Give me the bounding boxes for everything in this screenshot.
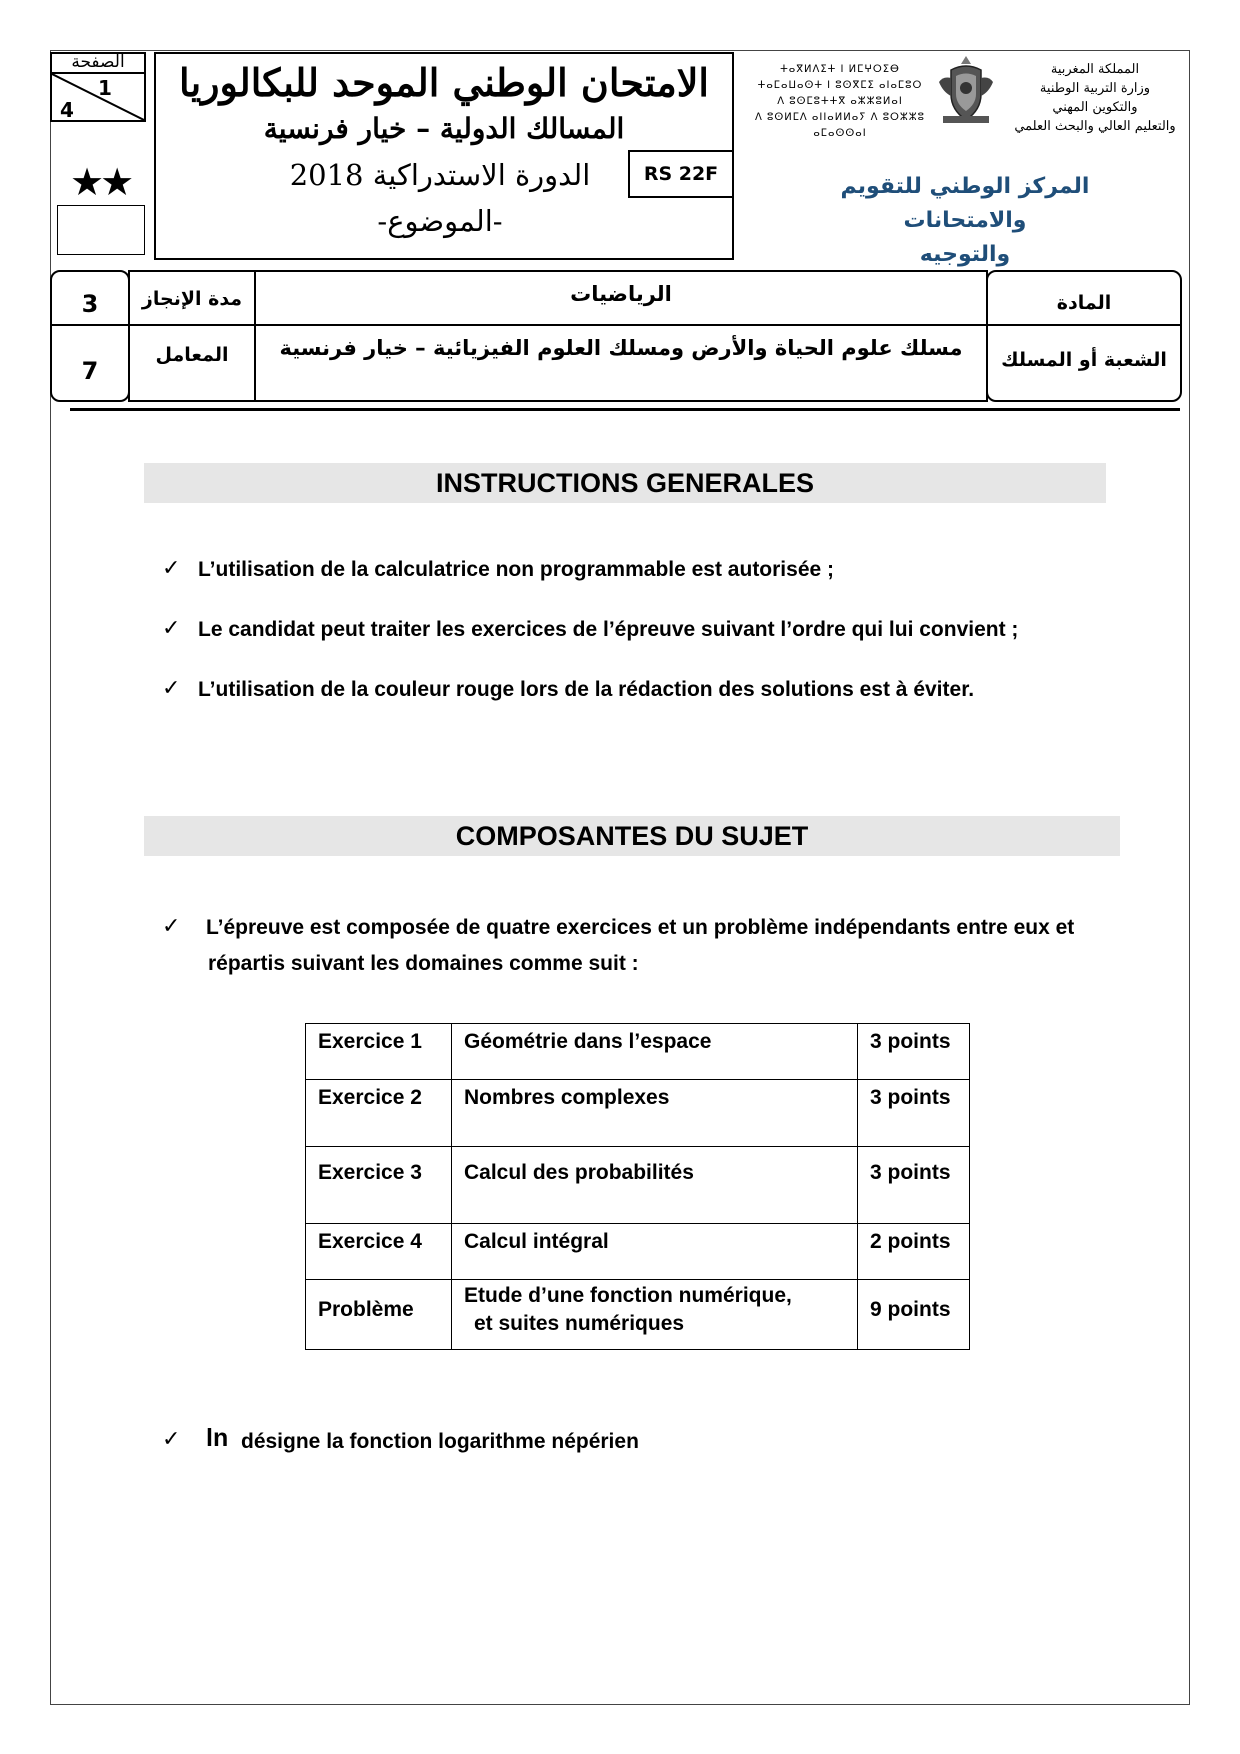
exercise-points: 9 points bbox=[858, 1280, 970, 1350]
exercise-domain: Calcul intégral bbox=[452, 1224, 858, 1280]
matter-label: المادة bbox=[1056, 292, 1112, 314]
check-icon: ✓ bbox=[162, 914, 181, 939]
center-line: المركز الوطني للتقويم والامتحانات bbox=[840, 174, 1090, 233]
ministry-line: وزارة التربية الوطنية bbox=[1039, 81, 1151, 96]
exercise-domain: Nombres complexes bbox=[452, 1080, 858, 1147]
check-icon: ✓ bbox=[162, 1427, 181, 1452]
exercise-points: 3 points bbox=[858, 1080, 970, 1147]
exam-subtitle: المسالك الدولية – خيار فرنسية bbox=[263, 112, 625, 145]
header-rule bbox=[70, 408, 1180, 411]
exercise-domain-line2: et suites numériques bbox=[474, 1312, 685, 1335]
composition-intro-line1: L’épreuve est composée de quatre exercices et un problème indépendants entre eux et bbox=[206, 916, 1075, 939]
duration-value: 3 bbox=[81, 290, 99, 318]
instruction-item: L’utilisation de la couleur rouge lors de la rédaction des solutions est à éviter. bbox=[198, 678, 975, 701]
exam-session: الدورة الاستدراكية 2018 bbox=[289, 158, 591, 192]
matter-name: الرياضيات bbox=[570, 282, 672, 306]
empty-box bbox=[57, 205, 145, 255]
divider bbox=[254, 324, 988, 326]
ln-symbol: ln bbox=[206, 1424, 229, 1452]
composition-title: COMPOSANTES DU SUJET bbox=[144, 816, 1120, 856]
ln-description: désigne la fonction logarithme népérien bbox=[241, 1430, 639, 1453]
stream-label: الشعبة أو المسلك bbox=[1001, 349, 1167, 371]
ministry-line: والتكوين المهني bbox=[1052, 100, 1138, 115]
coef-label: المعامل bbox=[155, 344, 229, 366]
ministry-text bbox=[1000, 60, 1190, 136]
exercise-name: Exercice 3 bbox=[306, 1147, 452, 1224]
ministry-line: والتعليم العالي والبحث العلمي bbox=[1014, 119, 1176, 134]
table-row bbox=[306, 1224, 970, 1280]
coef-value: 7 bbox=[81, 357, 99, 385]
table-row bbox=[306, 1024, 970, 1080]
composition-intro-line2: répartis suivant les domaines comme suit : bbox=[208, 952, 639, 975]
stream-name: مسلك علوم الحياة والأرض ومسلك العلوم الفيزيائية – خيار فرنسية bbox=[279, 336, 963, 360]
coat-of-arms-icon bbox=[933, 52, 999, 126]
divider bbox=[50, 324, 130, 326]
tifinagh-line: ⴷ ⵓⵙⵍⵎⴷ ⴰⵏⵏⴰⵍⵍⴰⵢ ⴷ ⵓⵔⵣⵣⵓ ⴰⵎⴰⵙⵙⴰⵏ bbox=[755, 112, 925, 139]
exercise-points: 2 points bbox=[858, 1224, 970, 1280]
page-number-box bbox=[50, 52, 146, 122]
page-total: 4 bbox=[60, 98, 74, 122]
tifinagh-line: ⵜⴰⴳⵍⴷⵉⵜ ⵏ ⵍⵎⵖⵔⵉⴱ bbox=[780, 64, 900, 75]
check-icon: ✓ bbox=[162, 616, 181, 641]
exercise-name: Exercice 1 bbox=[306, 1024, 452, 1080]
exercise-name: Problème bbox=[306, 1280, 452, 1350]
divider bbox=[986, 324, 1182, 326]
exercise-domain: Etude d’une fonction numérique, bbox=[464, 1284, 792, 1307]
composition-table bbox=[305, 1023, 970, 1350]
tifinagh-line: ⵜⴰⵎⴰⵡⴰⵙⵜ ⵏ ⵓⵙⴳⵎⵉ ⴰⵏⴰⵎⵓⵔ bbox=[757, 80, 923, 91]
exam-title: الامتحان الوطني الموحد للبكالوريا bbox=[179, 60, 709, 105]
exercise-domain: Géométrie dans l’espace bbox=[452, 1024, 858, 1080]
tifinagh-text bbox=[740, 62, 940, 142]
exercise-points: 3 points bbox=[858, 1147, 970, 1224]
exercise-name: Exercice 4 bbox=[306, 1224, 452, 1280]
exercise-points: 3 points bbox=[858, 1024, 970, 1080]
exercise-name: Exercice 2 bbox=[306, 1080, 452, 1147]
table-row bbox=[306, 1080, 970, 1147]
page-label: الصفحة bbox=[52, 52, 144, 74]
divider bbox=[128, 324, 256, 326]
matter-stream-label-box bbox=[986, 270, 1182, 402]
ministry-line: المملكة المغربية bbox=[1050, 62, 1140, 77]
instructions-title: INSTRUCTIONS GENERALES bbox=[144, 463, 1106, 503]
center-line: والتوجيه bbox=[919, 242, 1011, 267]
check-icon: ✓ bbox=[162, 556, 181, 581]
national-center-name bbox=[790, 170, 1140, 272]
table-row bbox=[306, 1147, 970, 1224]
subject-label: -الموضوع- bbox=[377, 204, 503, 238]
exercise-domain-cell bbox=[452, 1280, 858, 1350]
instruction-item: Le candidat peut traiter les exercices de l’épreuve suivant l’ordre qui lui convient ; bbox=[198, 618, 1019, 641]
tifinagh-line: ⴷ ⵓⵙⵎⵓⵜⵜⴳ ⴰⵣⵣⵓⵍⴰⵏ bbox=[777, 96, 903, 107]
difficulty-stars: ★★ bbox=[70, 160, 131, 204]
instruction-item: L’utilisation de la calculatrice non programmable est autorisée ; bbox=[198, 558, 835, 581]
table-row bbox=[306, 1280, 970, 1350]
page-current: 1 bbox=[98, 76, 112, 100]
exam-code: RS 22F bbox=[628, 150, 734, 198]
check-icon: ✓ bbox=[162, 676, 181, 701]
exercise-domain: Calcul des probabilités bbox=[452, 1147, 858, 1224]
duration-label: مدة الإنجاز bbox=[141, 288, 243, 310]
